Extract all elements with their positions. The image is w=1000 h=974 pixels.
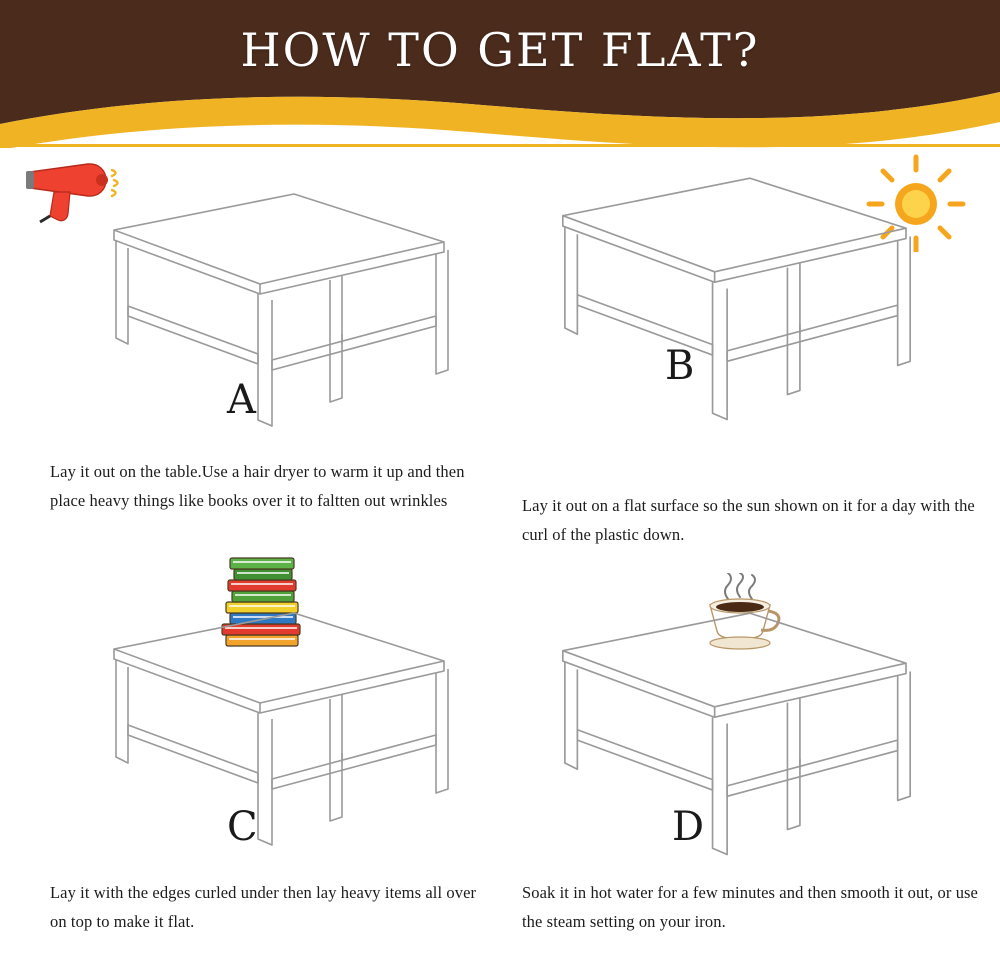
page-header — [0, 0, 1000, 148]
steps-grid — [0, 148, 1000, 974]
step-a-caption: Lay it out on the table.Use a hair dryer to warm it up and then place heavy things like books over it to faltten out wrinkles — [50, 462, 465, 510]
step-panel-c — [0, 561, 500, 974]
step-a-illustration — [22, 152, 478, 452]
step-c-illustration — [22, 565, 478, 865]
step-c-caption: Lay it with the edges curled under then lay heavy items all over on top to make it flat. — [50, 883, 477, 931]
step-panel-d — [500, 561, 1000, 974]
step-panel-a — [0, 148, 500, 561]
table-drawing — [84, 607, 454, 857]
page-title: HOW TO GET FLAT? — [240, 23, 760, 77]
step-b-badge: B — [665, 343, 695, 389]
table-drawing — [84, 188, 454, 438]
step-d-caption: Soak it in hot water for a few minutes and then smooth it out, or use the steam setting on your iron. — [522, 883, 978, 931]
table-drawing — [524, 607, 924, 867]
step-b-caption: Lay it out on a flat surface so the sun shown on it for a day with the curl of the plastic down. — [522, 496, 975, 544]
step-d-badge: D — [672, 804, 705, 850]
step-a-badge: A — [227, 377, 256, 423]
step-d-illustration — [522, 565, 978, 865]
step-b-illustration — [522, 152, 978, 452]
step-panel-b — [500, 148, 1000, 561]
table-drawing — [524, 172, 924, 432]
step-c-badge: C — [227, 804, 258, 850]
